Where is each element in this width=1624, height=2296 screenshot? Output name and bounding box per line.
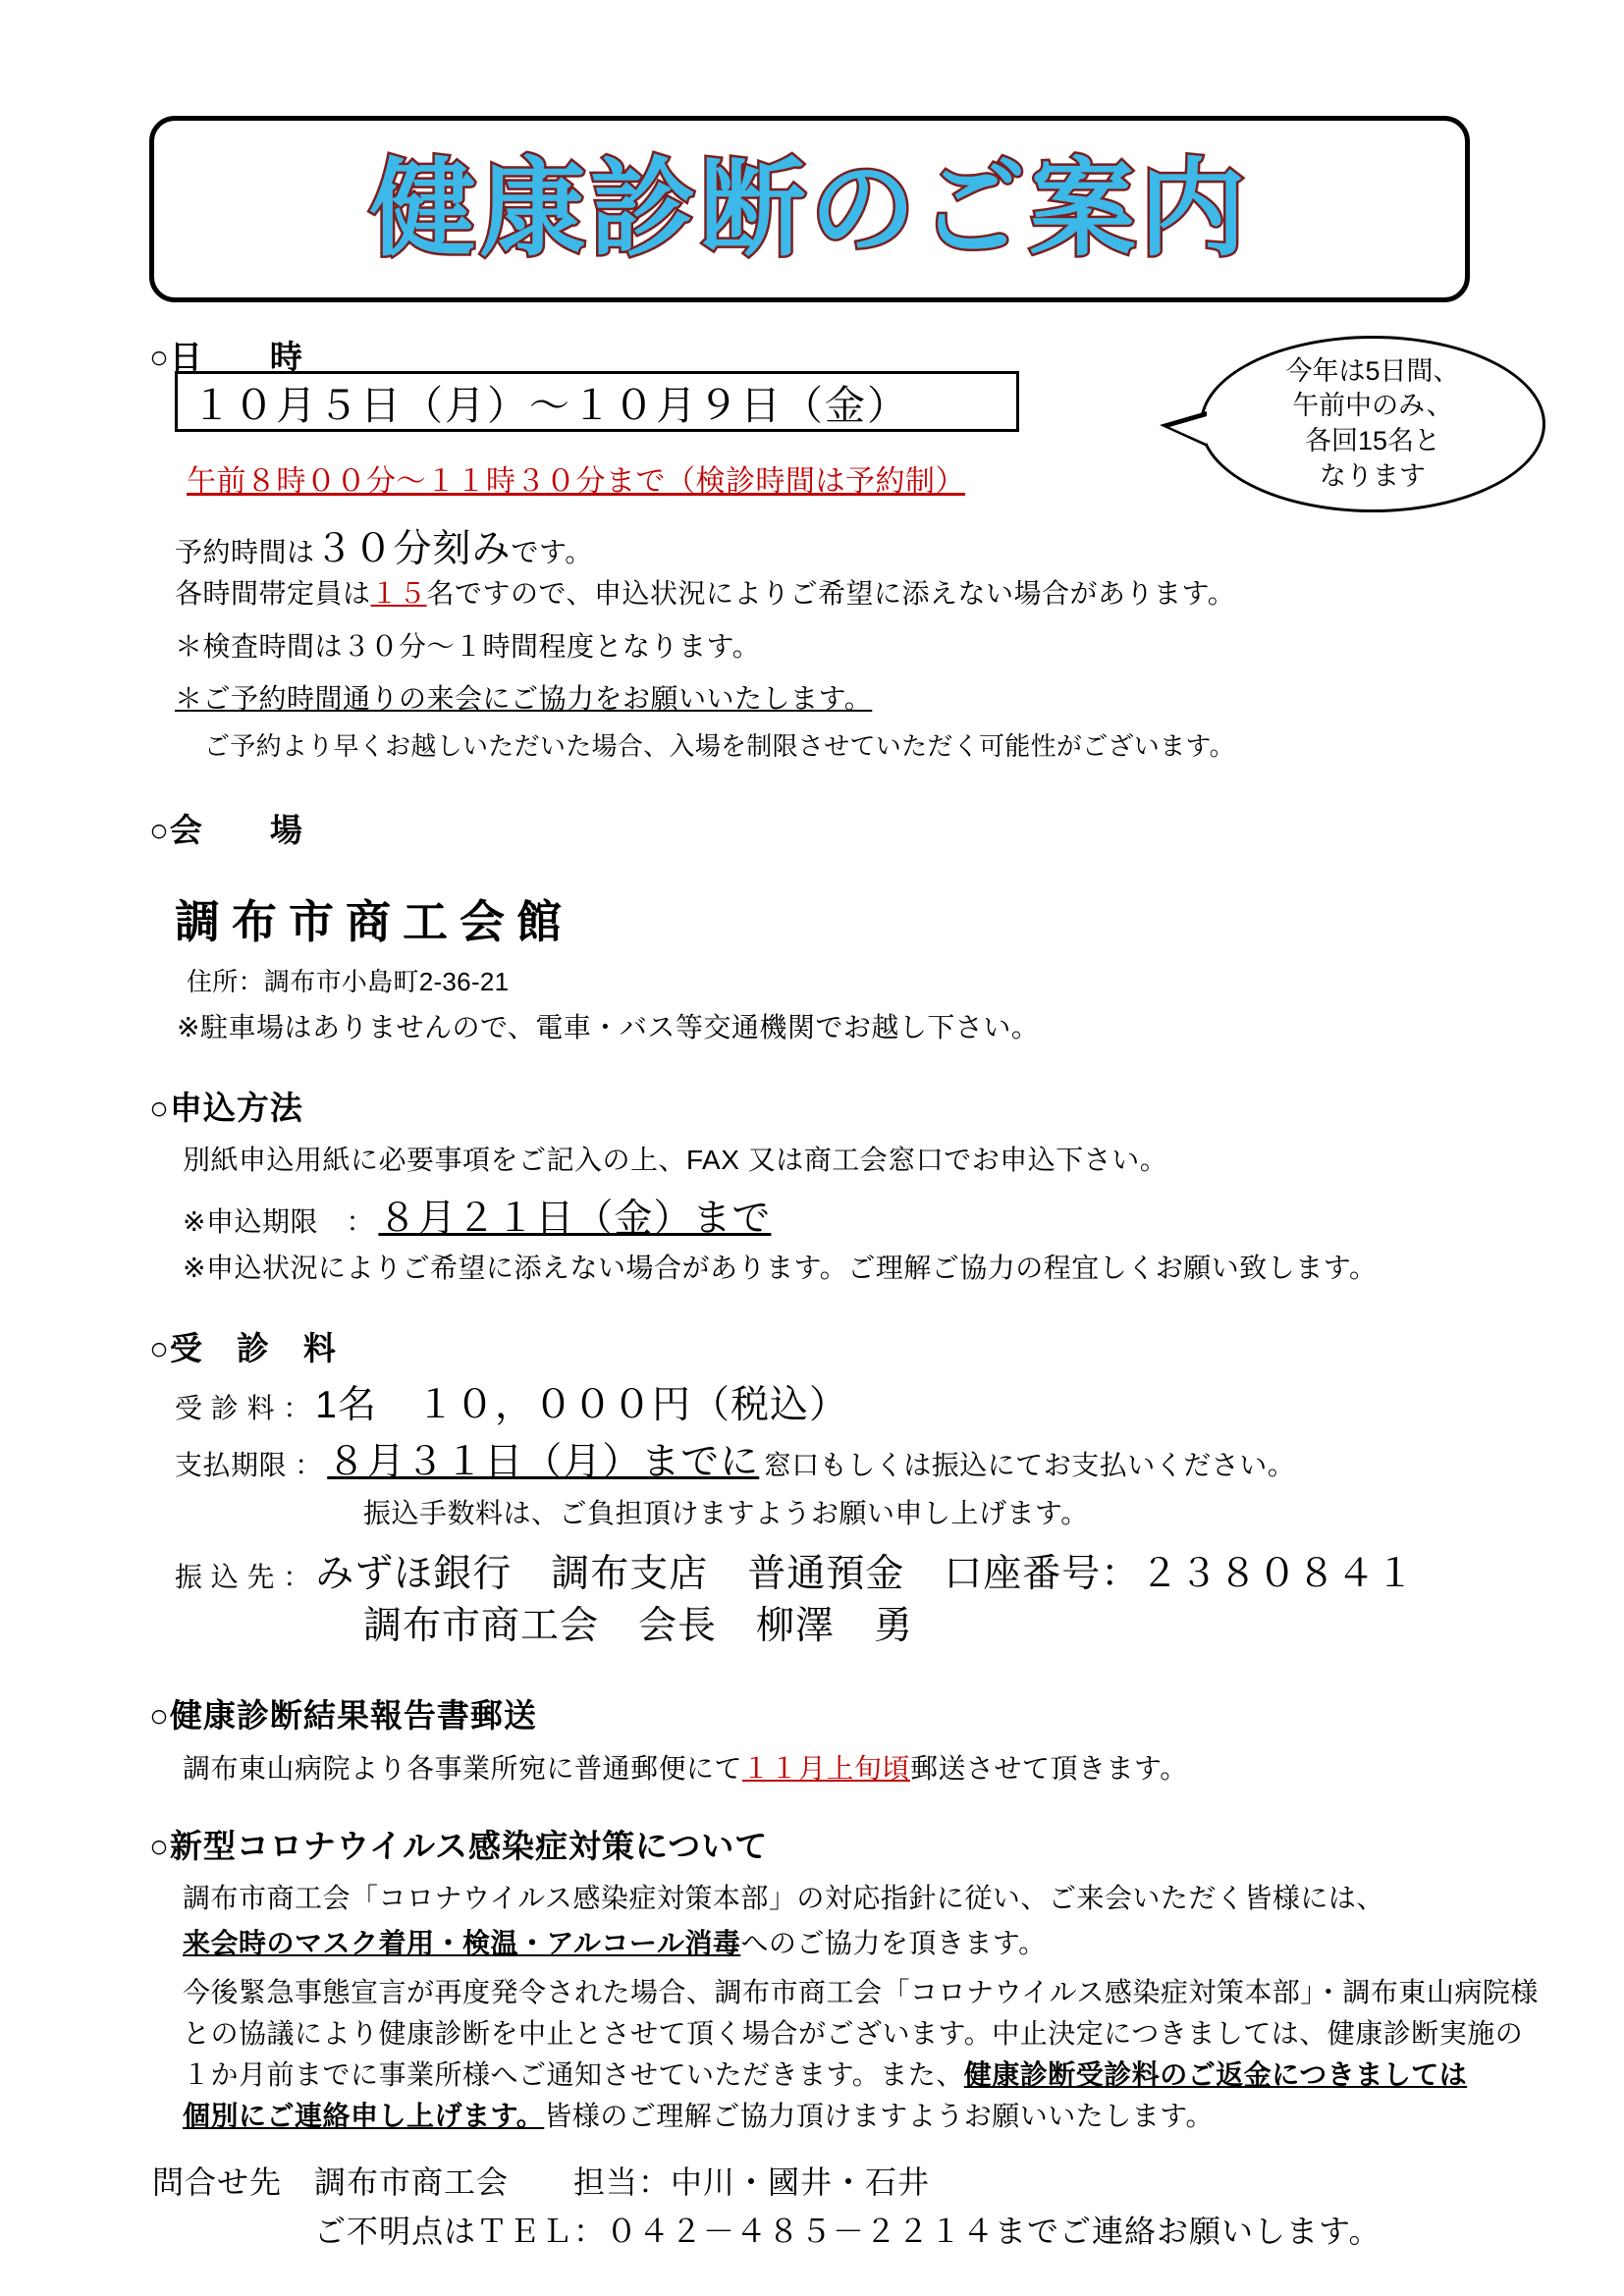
covid-contact-bold: 個別にご連絡申し上げます。 [183, 2101, 545, 2131]
covid-line-2 [183, 1922, 1047, 1961]
contact-line-1: 問合せ先 調布市商工会 担当：中川・國井・石井 [152, 2164, 931, 2200]
callout-balloon [1200, 336, 1545, 512]
balloon-line-4: なります [1320, 460, 1426, 491]
report-mail-date: １１月上旬頃 [742, 1753, 911, 1784]
balloon-line-1: 今年は5日間、 [1285, 355, 1460, 386]
covid-line-6 [183, 2095, 1214, 2134]
section-heading-application: ○申込方法 [149, 1090, 303, 1126]
bank-line [175, 1543, 1415, 1598]
covid-measures-bold: 来会時のマスク着用・検温・アルコール消毒 [183, 1928, 741, 1958]
payment-deadline-label: 支払期限 ： [175, 1450, 323, 1480]
application-method-line: 別紙申込用紙に必要事項をご記入の上、FAX 又は商工会窓口でお申込下さい。 [183, 1145, 1168, 1175]
section-heading-covid: ○新型コロナウイルス感染症対策について [149, 1828, 769, 1864]
covid-line-5 [183, 2054, 1467, 2093]
section-heading-datetime: ○日 時 [149, 339, 303, 375]
section-heading-fee: ○受 診 料 [149, 1330, 337, 1366]
fee-amount-label: 受 診 料 ： [175, 1393, 311, 1423]
covid-measures-rest: へのご協力を頂きます。 [740, 1928, 1047, 1958]
contact-line-2: ご不明点はＴＥＬ：０４２－４８５－２２１４までご連絡お願いします。 [314, 2214, 1381, 2249]
covid-contact-rest: 皆様のご理解ご協力頂けますようお願いいたします。 [544, 2101, 1215, 2131]
application-deadline-line [183, 1188, 771, 1243]
bank-value: みずほ銀行 調布支店 普通預金 口座番号：２３８０８４１ [315, 1553, 1416, 1595]
page-title: 健康診断のご案内 [369, 149, 1250, 268]
capacity-value: １５ [370, 578, 427, 609]
covid-refund-bold: 健康診断受診料のご返金につきましては [963, 2059, 1468, 2090]
covid-line-4: との協議により健康診断を中止とさせて頂く場合がございます。中止決定につきましては、健康診断実施の [183, 2018, 1524, 2049]
balloon-tail-fill [1169, 416, 1207, 444]
section-heading-venue: ○会 場 [149, 812, 303, 848]
reservation-interval-value: ３０分刻み [314, 528, 512, 570]
early-arrival-note: ご予約より早くお越しいただいた場合、入場を制限させていただく可能性がございます。 [204, 731, 1235, 761]
exam-duration-line: ＊検査時間は３０分～１時間程度となります。 [175, 631, 761, 662]
capacity-suffix: 名ですので、申込状況によりご希望に添えない場合があります。 [426, 578, 1236, 609]
balloon-line-2: 午前中のみ、 [1292, 391, 1453, 421]
application-deadline-label: ※申込期限 ： [183, 1206, 374, 1237]
reservation-interval-prefix: 予約時間は [175, 537, 315, 567]
reservation-interval-suffix: です。 [511, 537, 593, 567]
venue-address: 住所：調布市小島町2-36-21 [187, 967, 510, 996]
title-banner [149, 116, 1470, 302]
payment-deadline-rest: 窓口もしくは振込にてお支払いください。 [763, 1450, 1296, 1480]
venue-name: 調布市商工会館 [175, 896, 573, 947]
payment-deadline-line [175, 1431, 1295, 1486]
reservation-interval-line [175, 518, 593, 573]
venue-parking-note: ※駐車場はありませんので、電車・バス等交通機関でお越し下さい。 [177, 1012, 1040, 1042]
report-mail-line [183, 1747, 1188, 1787]
payment-deadline-value: ８月３１日（月）までに [327, 1441, 760, 1483]
application-note: ※申込状況によりご希望に添えない場合があります。ご理解ご協力の程宜しくお願い致します。 [183, 1253, 1378, 1283]
capacity-prefix: 各時間帯定員は [175, 578, 371, 609]
covid-line-1: 調布市商工会「コロナウイルス感染症対策本部」の対応指針に従い、ご来会いただく皆様には、 [183, 1883, 1384, 1913]
fee-amount-value: 1名 １０，０００円（税込） [315, 1384, 848, 1426]
application-deadline-value: ８月２１日（金）まで [378, 1198, 772, 1240]
fee-amount-line [175, 1374, 848, 1429]
bank-label: 振 込 先 ： [175, 1562, 311, 1592]
report-mail-prefix: 調布東山病院より各事業所宛に普通郵便にて [183, 1753, 743, 1784]
date-range-box [175, 371, 1019, 432]
report-mail-suffix: 郵送させて頂きます。 [910, 1753, 1188, 1784]
capacity-line [175, 572, 1235, 612]
section-heading-report: ○健康診断結果報告書郵送 [149, 1697, 537, 1734]
punctuality-line: ＊ご予約時間通りの来会にご協力をお願いいたします。 [175, 683, 873, 714]
time-range-text: 午前８時００分～１１時３０分まで（検診時間は予約制） [187, 465, 965, 498]
covid-line-3: 今後緊急事態宣言が再度発令された場合、調布市商工会「コロナウイルス感染症対策本部」・調布東山病院様 [183, 1977, 1539, 2007]
date-range-text: １０月５日（月）～１０月９日（金） [191, 382, 909, 428]
covid-refund-prefix: １か月前までに事業所様へご通知させていただきます。また、 [183, 2059, 964, 2090]
balloon-line-3: 各回15名と [1304, 426, 1441, 455]
bank-account-holder: 調布市商工会 会長 柳澤 勇 [363, 1605, 914, 1647]
transfer-fee-note: 振込手数料は、ご負担頂けますようお願い申し上げます。 [363, 1498, 1089, 1528]
